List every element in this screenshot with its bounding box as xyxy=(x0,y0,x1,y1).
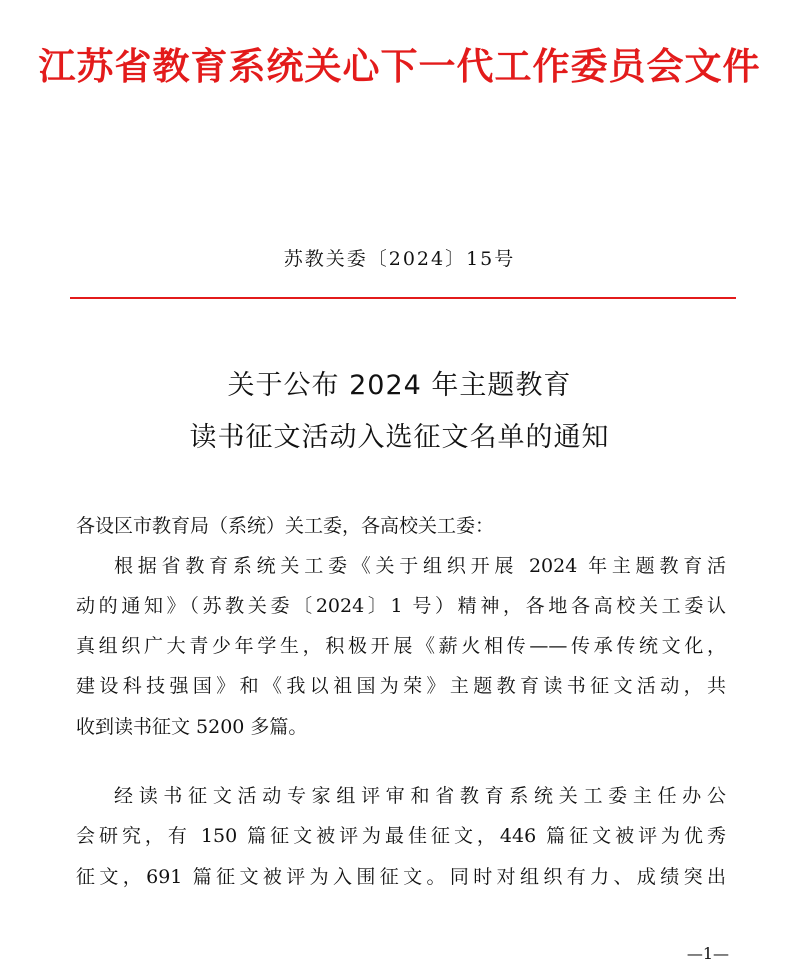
paragraph-1-line: 收到读书征文 5200 多篇。 xyxy=(76,716,308,738)
salutation: 各设区市教育局（系统）关工委，各高校关工委： xyxy=(76,515,495,537)
paragraph-2-line: 会研究，有 150 篇征文被评为最佳征文，446 篇征文被评为优秀 xyxy=(76,825,726,847)
document-header-title: 江苏省教育系统关心下一代工作委员会文件 xyxy=(38,45,761,88)
notice-title-line-1: 关于公布 2024 年主题教育 xyxy=(227,370,572,401)
document-number: 苏教关委〔2024〕15号 xyxy=(283,248,516,270)
paragraph-1-line: 真组织广大青少年学生，积极开展《薪火相传——传承传统文化， xyxy=(76,635,726,657)
paragraph-1-line: 建设科技强国》和《我以祖国为荣》主题教育读书征文活动，共 xyxy=(76,675,726,697)
paragraph-1-line: 根据省教育系统关工委《关于组织开展 2024 年主题教育活 xyxy=(114,555,726,577)
paragraph-2-line: 征文，691 篇征文被评为入围征文。同时对组织有力、成绩突出 xyxy=(76,866,726,888)
paragraph-2-line: 经读书征文活动专家组评审和省教育系统关工委主任办公 xyxy=(114,785,726,807)
paragraph-1-line: 动的通知》（苏教关委〔2024〕1 号）精神，各地各高校关工委认 xyxy=(76,595,726,617)
red-divider-line xyxy=(70,297,736,299)
notice-title-line-2: 读书征文活动入选征文名单的通知 xyxy=(189,422,610,453)
page-number: —1— xyxy=(686,944,729,963)
